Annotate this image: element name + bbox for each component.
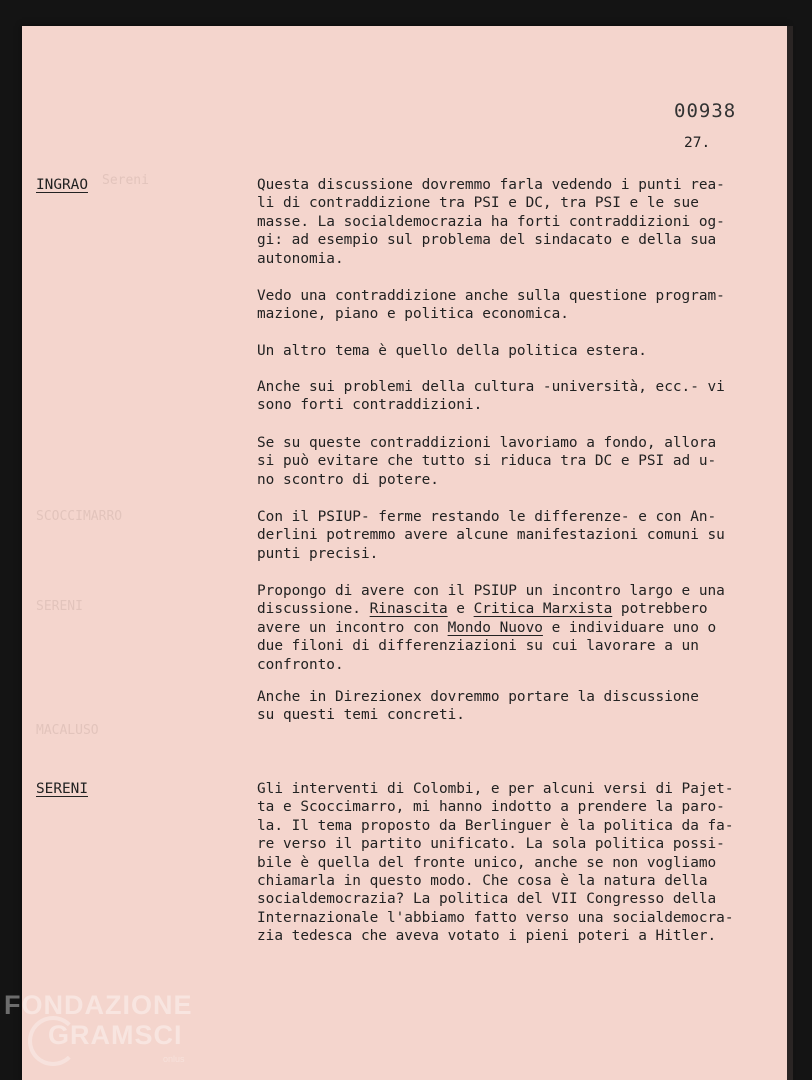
show-through-text: SCOCCIMARRO	[36, 509, 123, 524]
document-page	[22, 26, 787, 1080]
watermark	[4, 990, 193, 1050]
document-number: 00938	[674, 100, 737, 122]
show-through-text: MACALUSO	[36, 723, 99, 738]
sereni-paragraph-1: Gli interventi di Colombi, e per alcuni versi di Pajet- ta e Scoccimarro, mi hanno indotto a prendere la paro- la. Il tema proposto da Berlinguer è la politica da fa- re verso il partito unificato. La sola politica possi- bile è quella del fronte unico, anche se non vogliamo chiamarla in questo modo. Che cosa è la natura della socialdemocrazia? La politica del VII Congresso della Internazionale l'abbiamo fatto verso una socialdemocra- zia tedesca che aveva votato i pieni poteri a Hitler.	[257, 781, 734, 945]
ingrao-proposal-paragraph	[257, 582, 725, 674]
watermark-line-2: GRAMSCI	[48, 1020, 183, 1050]
ingrao-paragraph-3: Un altro tema è quello della politica estera.	[257, 343, 647, 359]
journal-title-mondo-nuovo: Mondo Nuovo	[447, 619, 543, 636]
proposal-text: e individuare uno o	[542, 619, 717, 636]
journal-title-rinascita: Rinascita	[369, 601, 448, 618]
ingrao-paragraph-5: Se su queste contraddizioni lavoriamo a fondo, allora si può evitare che tutto si riduca tra DC e PSI ad u- no scontro di potere.	[257, 435, 717, 488]
proposal-line-1: Propongo di avere con il PSIUP un incontro largo e una	[257, 583, 725, 599]
ingrao-paragraph-4: Anche sui problemi della cultura -università, ecc.- vi sono forti contraddizioni.	[257, 379, 725, 414]
ingrao-paragraph-1: Questa discussione dovremmo farla vedendo i punti rea- li di contraddizione tra PSI e DC, tra PSI e le sue masse. La socialdemocrazia ha forti contraddizioni og- gi: ad esempio sul problema del sindacato e della sua autonomia.	[257, 177, 725, 267]
ingrao-closing-paragraph: Anche in Direzionex dovremmo portare la discussione su questi temi concreti.	[257, 689, 699, 724]
page-number: 27.	[684, 135, 711, 151]
watermark-suffix: onlus	[163, 1054, 185, 1064]
proposal-text: avere un incontro con	[257, 619, 448, 636]
speaker-ingrao: INGRAO	[36, 177, 88, 193]
proposal-text: potrebbero	[612, 601, 708, 618]
watermark-line-1: FONDAZIONE	[4, 990, 193, 1020]
proposal-text: discussione.	[257, 601, 370, 618]
ingrao-paragraph-6: Con il PSIUP- ferme restando le differenze- e con An- derlini potremmo avere alcune manifestazioni comuni su punti precisi.	[257, 509, 725, 562]
show-through-text: SERENI	[36, 599, 83, 614]
proposal-rest: due filoni di differenziazioni su cui lavorare a un confronto.	[257, 638, 699, 673]
proposal-text: e	[447, 601, 474, 618]
speaker-sereni: SERENI	[36, 781, 88, 797]
ingrao-paragraph-2: Vedo una contraddizione anche sulla questione program- mazione, piano e politica economica.	[257, 288, 725, 323]
page-edge	[787, 26, 793, 1080]
show-through-text: Sereni	[102, 173, 149, 188]
journal-title-critica-marxista: Critica Marxista	[473, 601, 613, 618]
